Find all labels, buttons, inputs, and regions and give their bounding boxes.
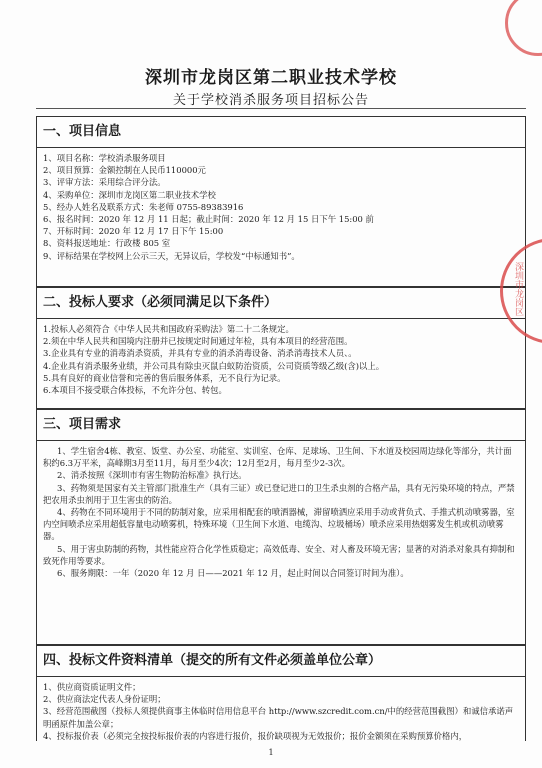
list-item: 3、药物须是国家有关主管部门批准生产（具有三证）或已登记进口的卫生杀虫剂的合格产品，具有无污染环境的特点，严禁把农用杀虫剂用于卫生害虫的防治。 <box>43 482 515 505</box>
list-item: 5.具有良好的商业信誉和完善的售后服务体系，无不良行为记录。 <box>43 372 286 383</box>
list-item: 4、投标报价表（必须完全按投标报价表的内容进行报价，报价缺项视为无效报价；报价金额须在采购预算价格内， <box>43 730 468 741</box>
list-item: 4.企业具有消杀服务业绩，并公司具有除虫灭鼠白蚁防治资质，公司资质等级乙级(含)以上。 <box>43 360 385 371</box>
list-item: 6.本项目不接受联合体投标，不允许分包、转包。 <box>43 385 227 396</box>
section-heading: 三、项目需求 <box>37 410 525 441</box>
list-item: 3、评审方法：采用综合评分法。 <box>43 177 166 188</box>
list-item: 1、学生宿舍4栋、教室、饭堂、办公室、功能室、实训室、仓库、足球场、卫生间、下水道及校园周边绿化等部分，共计面积约6.3万平米，高峰期3月至11月，每月至少4次；12月至2月，每月至少2-3次。 <box>43 446 512 469</box>
section-body <box>37 677 525 744</box>
list-item: 6、报名时间：2020 年 12 月 11 日起；截止时间：2020 年 12 月 15 日下午 15:00 前 <box>43 214 374 225</box>
list-item: 2、消杀按照《深圳市有害生物防治标准》执行达。 <box>57 470 247 481</box>
document-subtitle: 关于学校消杀服务项目招标公告 <box>172 93 369 108</box>
list-item: 2、供应商法定代表人身份证明； <box>43 694 166 705</box>
list-item: 2、项目预算：金额控制在人民币110000元 <box>43 165 206 176</box>
seal-stamp-top <box>505 0 542 56</box>
section-bidder-requirements <box>36 287 526 409</box>
list-item: 1、供应商资质证明文件； <box>43 682 141 692</box>
list-item: 9、评标结果在学校网上公示三天，无异议后，学校发“中标通知书”。 <box>43 250 300 261</box>
list-item: 5、用于害虫防制的药物，其性能应符合化学性质稳定；高效低毒、安全、对人畜及环境无害；显著的对消杀对象具有抑制和致死作用等要求。 <box>43 543 515 566</box>
list-item: 8、资料报送地址：行政楼 805 室 <box>43 238 171 249</box>
section-body <box>37 148 525 264</box>
section-body <box>37 441 525 581</box>
list-item: 3.企业具有专业的消毒消杀资质，并具有专业的消杀消毒设备、消杀消毒技术人员、。 <box>43 348 357 359</box>
seal-stamp-text: 深圳市龙岗区 <box>513 262 523 316</box>
section-heading: 四、投标文件资料清单（提交的所有文件必须盖单位公章） <box>37 646 525 677</box>
page-number: 1 <box>268 748 274 757</box>
list-item: 5、经办人姓名及联系方式：朱老师 0755-89383916 <box>43 201 244 212</box>
list-item: 1.投标人必须符合《中华人民共和国政府采购法》第二十二条规定。 <box>43 324 294 334</box>
section-heading: 二、投标人要求（必须同满足以下条件） <box>37 288 525 319</box>
list-item: 4、药物在不同环境用于不同的防制对象，应采用相配套的喷洒器械，滞留喷洒应采用手动或背负式、手推式机动喷雾器，室内空间喷杀应采用超低容量电动喷雾机，特殊环境（卫生间下水道、电缆沟、垃圾桶场）喷杀应采用热烟雾发生机或机动喷雾器。 <box>43 507 515 542</box>
section-body <box>37 319 525 398</box>
list-item: 3、经营范围截图（投标人须提供商事主体临时信用信息平台 http://www.szcredit.com.cn/中的经营范围截图）和诚信承诺声明函原件加盖公章； <box>43 706 514 729</box>
list-item: 2.须在中华人民共和国境内注册并已按规定时间通过年检，具有本项目的经营范围。 <box>43 336 353 347</box>
list-item: 7、开标时间：2020 年 12 月 17 日下午 15:00 <box>43 226 224 237</box>
section-bid-documents <box>36 645 526 741</box>
title-rule <box>36 108 526 109</box>
list-item: 1、项目名称：学校消杀服务项目 <box>43 153 166 163</box>
section-project-needs <box>36 409 526 645</box>
section-project-info <box>36 116 526 287</box>
section-heading: 一、项目信息 <box>37 117 525 148</box>
document-title: 深圳市龙岗区第二职业技术学校 <box>145 68 397 88</box>
list-item: 4、采购单位：深圳市龙岗区第二职业技术学校 <box>43 189 216 200</box>
list-item: 6、服务期限：一年（2020 年 12 月 日——2021 年 12 月，起止时间以合同签订时间为准）。 <box>57 568 409 579</box>
